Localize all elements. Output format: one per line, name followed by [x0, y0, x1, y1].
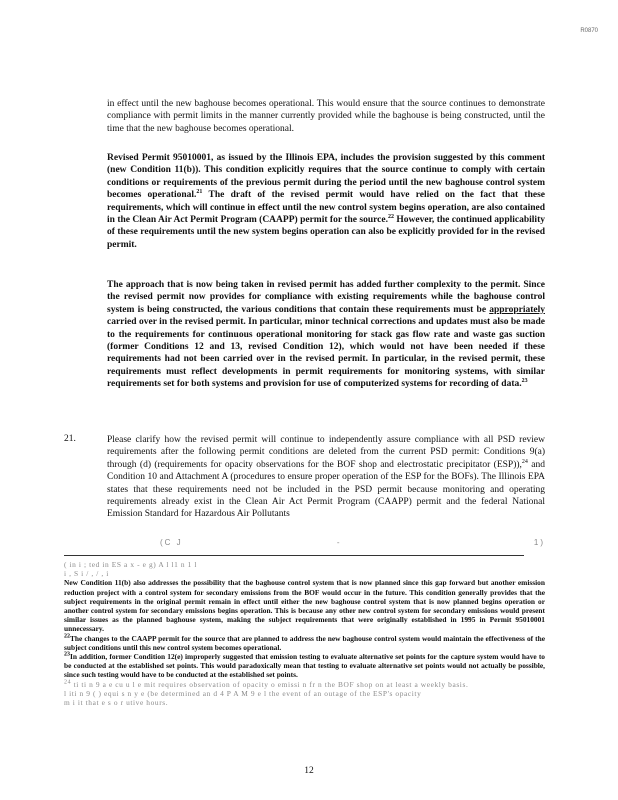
footnote-22-text: The changes to the CAAPP permit for the source that are planned to address the new baghouse control system would maintain the effectiveness of the subject conditions until this new control system becomes operational. [64, 633, 545, 652]
footnote-24-text: ti ti n 9 a e cu u l e mit requires observation of opacity o emissi n fr n the BOF shop on at least a weekly basis. [71, 679, 469, 689]
page-number: 12 [304, 766, 314, 776]
footnote-ref-22[interactable]: 22 [387, 213, 394, 220]
footnote-divider [64, 555, 524, 556]
p2-text-c: However, the continued applicability of these requirements until the new system begins operation can also be explicitly provided for in the revised permit. [107, 215, 545, 250]
footnote-24-line-3: m i it that e s o r utive hours. [64, 698, 169, 708]
footnote-23-number: 23 [64, 651, 70, 658]
p3-underlined-word: appropriately [489, 304, 545, 315]
p3-text-a: The approach that is now being taken in revised permit has added further complexity to the permit. Since the revised permit now provides for compliance with existing requirements while the baghouse control system is being constructed, the various conditions that contain these requirements must be [107, 280, 545, 315]
footnote-ref-23[interactable]: 23 [521, 378, 528, 385]
paragraph-approach [107, 279, 545, 391]
footnote-23-text: In addition, former Condition 12(e) improperly suggested that emission testing to evaluate alternative set points for the capture system would have to be conducted at the established set points. This would paradoxically mean that testing to evaluate alternative set points would not actually be possible, since such testing would have to be conducted at the established set points. [64, 652, 545, 680]
p4-text-a: Please clarify how the revised permit will continue to independently assure compliance with all PSD review requirements after the following permit conditions are deleted from the current PSD permit: Conditions 9(a) through (d) (requirements for opacity observations for the BOF shop and electrostatic precipitator (ESP)), [107, 435, 545, 470]
footnote-22 [64, 634, 545, 652]
footnote-22-number: 22 [64, 633, 70, 640]
comment-number: 21. [64, 434, 76, 444]
p2-text-a: Revised Permit 95010001, as issued by the Illinois EPA, includes the provision suggested by this comment (new Condition 11(b)). This condition explicitly requires that the source continue to comply with certain conditions or requirements of the previous permit during the period until the new baghouse control system becomes operational. [107, 153, 545, 201]
footnote-faint-2: i , S i / , / , i [64, 569, 109, 579]
paragraph-comment-21 [107, 434, 545, 521]
corner-code: R0870 [580, 28, 598, 34]
p2-text-b: The draft of the revised permit would have relied on the fact that these requirements, which will continue in effect until the new control system begins operation, are also contained in the Clean Air Act Permit Program (CAAPP) permit for the source. [107, 190, 545, 226]
faint-right: 1) [533, 538, 545, 547]
footnote-ref-21[interactable]: 21 [196, 189, 203, 196]
footnote-24 [64, 680, 545, 689]
faint-mid: - [336, 538, 342, 547]
footnote-24-number: 24 [64, 679, 72, 686]
p4-text-b: and Condition 10 and Attachment A (procedures to ensure proper operation of the ESP for the BOFs). The Illinois EPA states that these requirements need not be included in the PSD permit because monitoring and operating requirements already exist in the Clean Air Act Permit Program (CAAPP) permit and the federal National Emission Standard for Hazardous Air Pollutants [107, 459, 546, 520]
footnote-ref-24[interactable]: 24 [521, 458, 528, 465]
footnote-24-line-2: l iti n 9 ( ) equi s n y e (be determined an d 4 P A M 9 e l the event of an outage of the ESP's opacity [64, 688, 422, 698]
faint-continuation-line [160, 538, 545, 547]
footnote-21: New Condition 11(b) also addresses the possibility that the baghouse control system that is now planned since this gap forward but another emission reduction project with a control system for secondary emissions from the BOF would occur in the future. This condition generally provides that the subject requirements in the original permit remain in effect until either the new baghouse control system that is now planned begins operation or another control system for secondary emissions begins operation. This is because any other new control system for secondary emissions would present similar issues as the planned baghouse system, making the subject requirements that were originally established in 1995 in Permit 95010001 unnecessary. [64, 578, 545, 634]
faint-left: (C J [160, 538, 183, 547]
p3-text-b: carried over in the revised permit. In particular, minor technical corrections and updates must also be made to the requirements for continuous operational monitoring for stack gas flow rate and waste gas suction (former Conditions 12 and 13, revised Condition 12), which would not have been needed if these requirements had not been carried over in the revised permit. In particular, in the revised permit, these requirements must reflect developments in permit requirements for monitoring systems, with similar requirements set for both systems and provision for use of computerized systems for recording of data. [107, 317, 545, 390]
paragraph-continuation: in effect until the new baghouse becomes operational. This would ensure that the source continues to demonstrate compliance with permit limits in the manner currently provided while the baghouse is being constructed, until the time that the new baghouse becomes operational. [107, 99, 545, 134]
footnotes [64, 560, 545, 707]
footnote-faint-1: ( in i ; ted in ES a x - e g) A l l1 n 1 l [64, 560, 197, 569]
paragraph-revised-permit [107, 152, 545, 251]
footnote-23 [64, 652, 545, 680]
